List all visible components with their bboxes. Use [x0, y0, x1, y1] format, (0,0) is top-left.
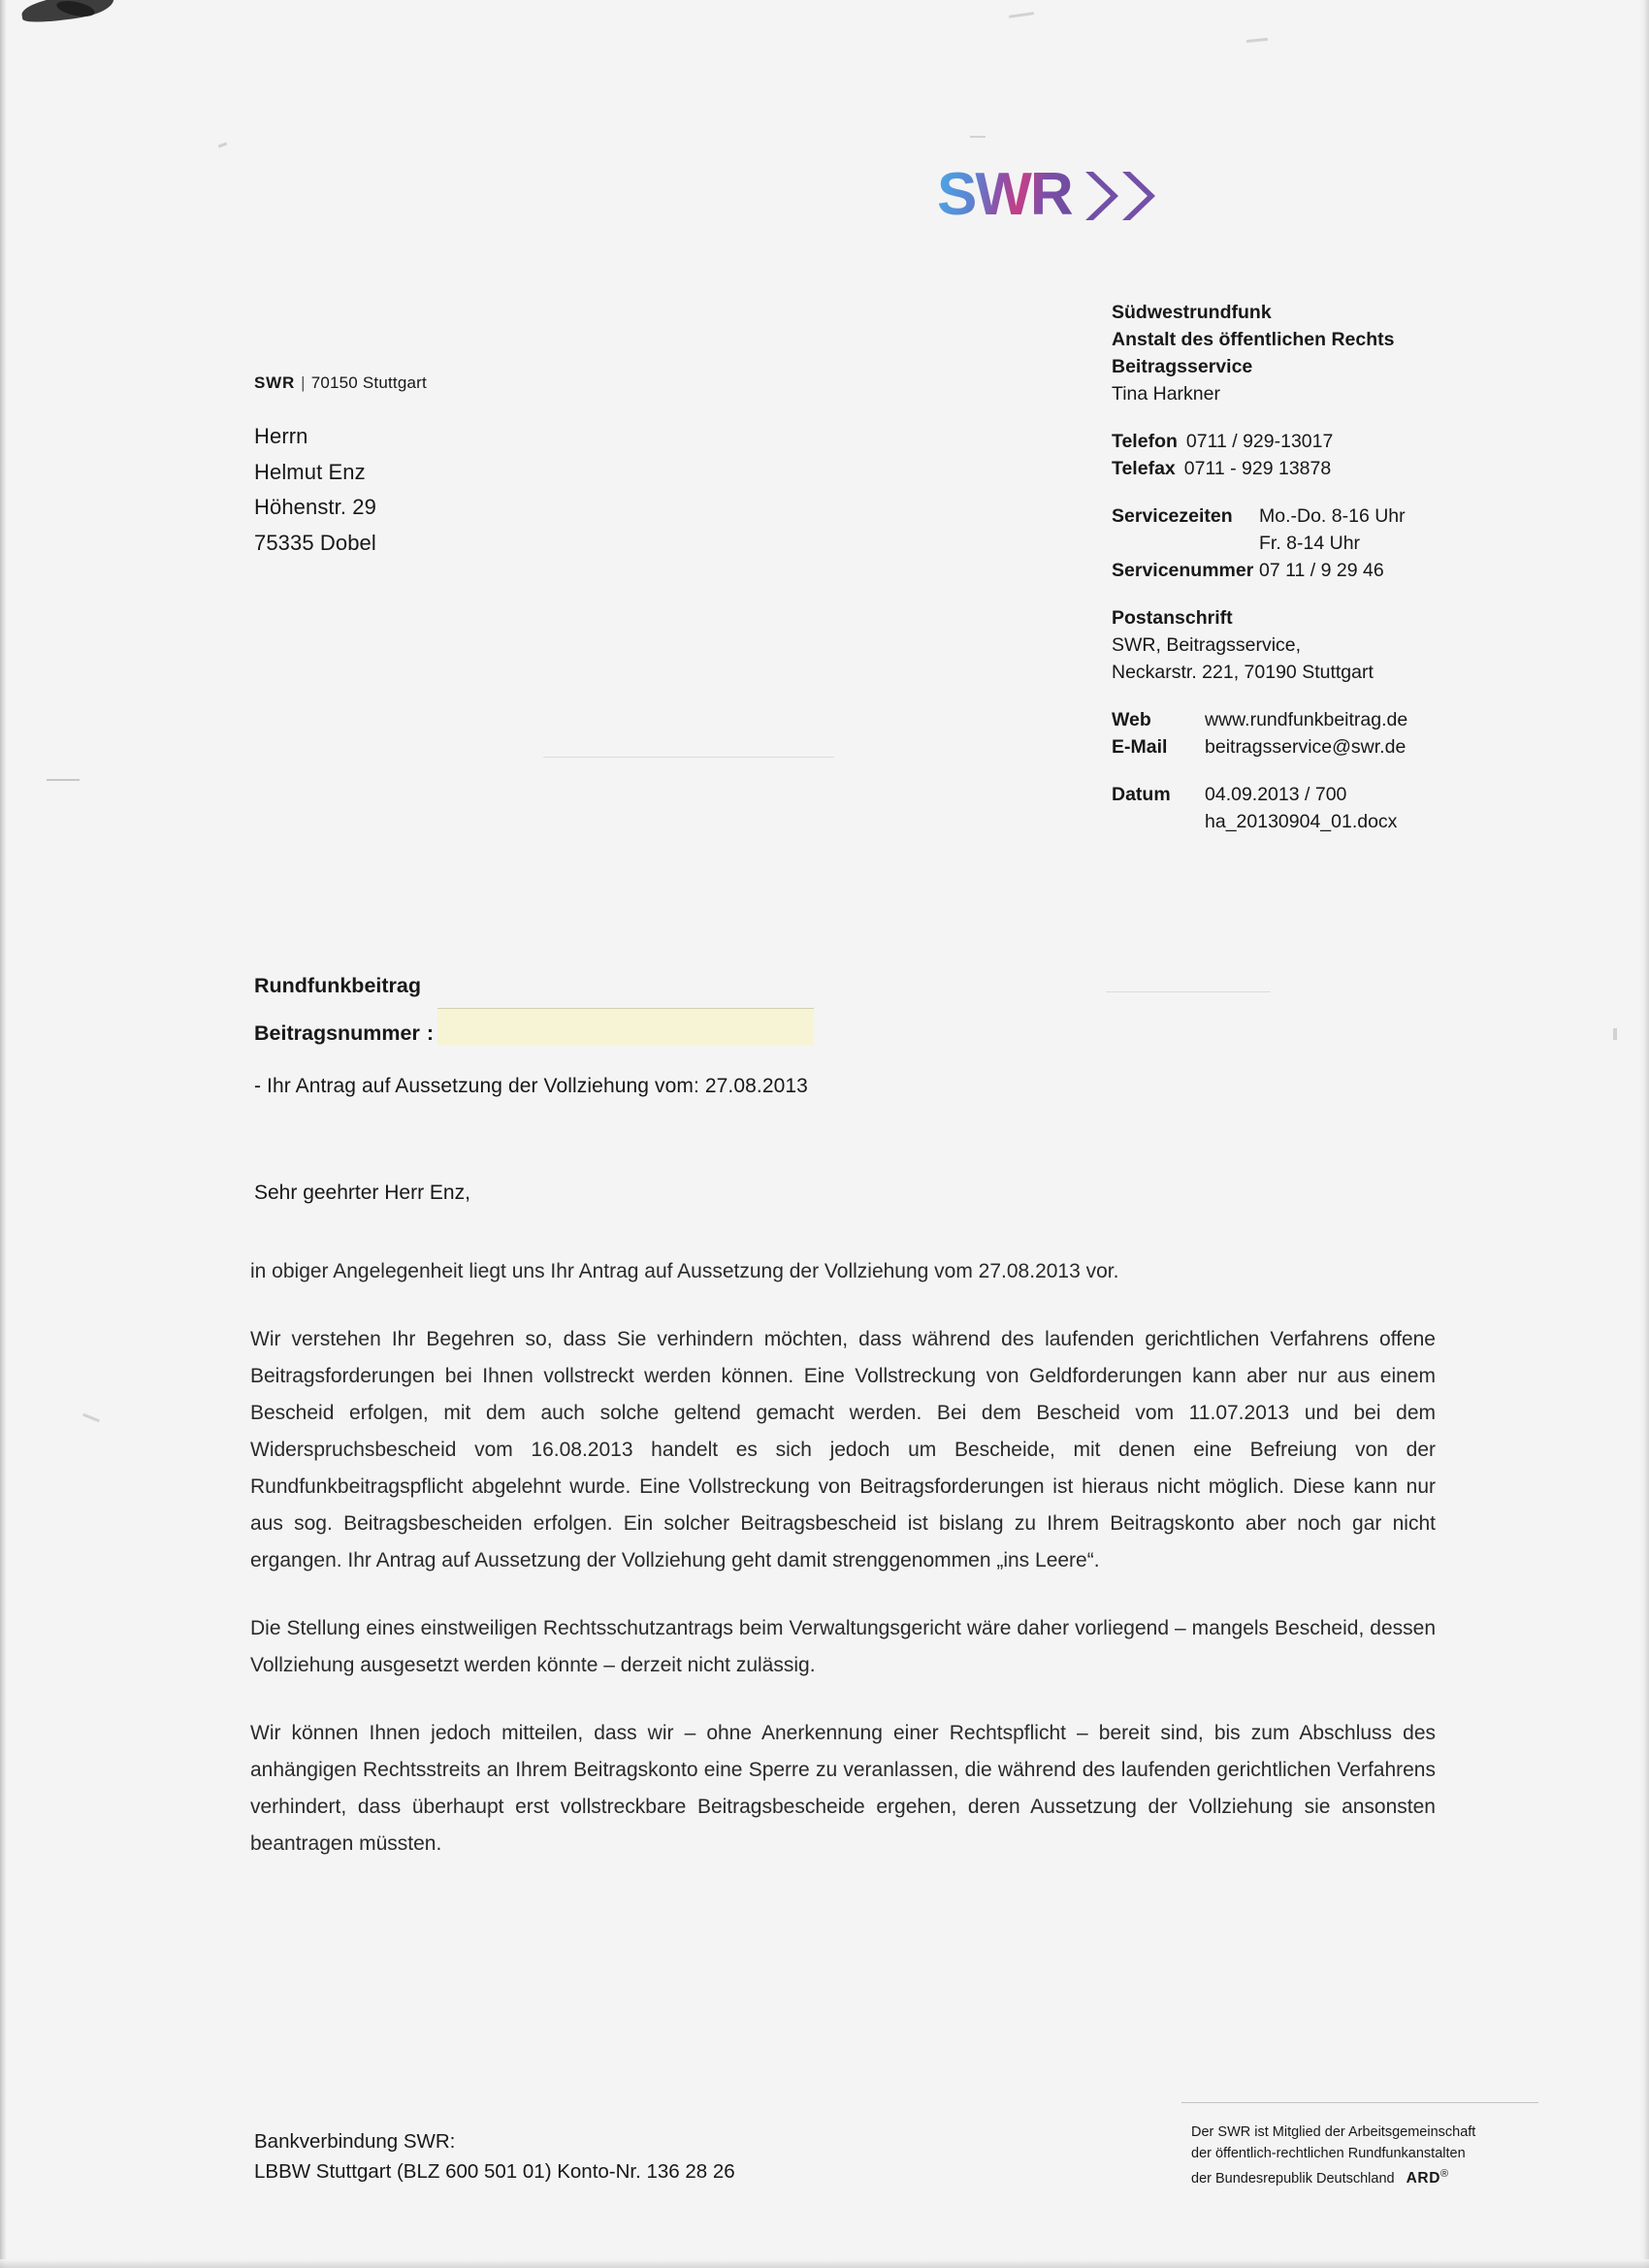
email-row — [1112, 733, 1529, 761]
sender-contact-person: Tina Harkner — [1112, 383, 1220, 405]
web-value[interactable]: www.rundfunkbeitrag.de — [1205, 709, 1408, 730]
service-hours-label: Servicezeiten — [1112, 505, 1233, 527]
phone-label: Telefon — [1112, 431, 1178, 452]
spacer — [1112, 761, 1529, 781]
spacer — [1112, 482, 1529, 502]
letter-paragraph: Wir verstehen Ihr Begehren so, dass Sie verhindern möchten, dass während des laufenden gerichtlichen Verfahrens offene Beitragsforderungen bei Ihnen vollstreckt werden können. Eine Vollstreckung von Geldforderungen kann aber nur aus einem Bescheid erfolgen, mit dem auch solche geltend gemacht werden. Bei dem Bescheid vom 11.07.2013 und bei dem Widerspruchsbescheid vom 16.08.2013 handelt es sich jedoch um Bescheide, mit denen eine Befreiung von der Rundfunkbeitragspflicht abgelehnt wurde. Eine Vollstreckung von Beitragsforderungen ist hieraus nicht möglich. Diese kann nur aus sog. Beitragsbescheiden erfolgen. Ein solcher Beitragsbescheid ist bislang zu Ihrem Beitragskonto aber noch gar nicht ergangen. Ihr Antrag auf Aussetzung der Vollziehung geht damit strenggenommen „ins Leere“. — [250, 1328, 1436, 1571]
service-number-value: 07 11 / 9 29 46 — [1259, 560, 1384, 581]
postal-address-line2: Neckarstr. 221, 70190 Stuttgart — [1112, 662, 1374, 683]
letter-body — [250, 1253, 1436, 1863]
scan-speck — [1009, 12, 1034, 18]
swr-wordmark: SWR — [937, 161, 1072, 228]
date-row — [1112, 781, 1529, 808]
subject-line-1: Rundfunkbeitrag — [254, 974, 421, 997]
subject-line-2 — [254, 1002, 814, 1050]
scan-edge-left — [0, 0, 7, 2268]
footer-divider — [1181, 2102, 1538, 2103]
return-address-sender: SWR — [254, 373, 296, 392]
scan-speck — [218, 143, 227, 148]
footer-bank-details — [254, 2126, 735, 2187]
subject-reference-line: - Ihr Antrag auf Aussetzung der Vollziehung vom: 27.08.2013 — [254, 1075, 808, 1097]
paper-fold-mark — [47, 779, 80, 781]
recipient-postcode-city: 75335 Dobel — [254, 530, 376, 555]
ard-registered-icon: ® — [1440, 2168, 1449, 2180]
email-label: E-Mail — [1112, 736, 1168, 758]
service-hours-line2: Fr. 8-14 Uhr — [1259, 533, 1361, 554]
letter-paragraph: in obiger Angelegenheit liegt uns Ihr Antrag auf Aussetzung der Vollziehung vom 27.08.2013 vor. — [250, 1260, 1119, 1282]
sender-legal-form: Anstalt des öffentlichen Rechts — [1112, 329, 1395, 350]
web-row — [1112, 706, 1529, 733]
return-address-line — [254, 373, 427, 393]
footer-ard-notice — [1191, 2122, 1475, 2189]
bank-label: Bankverbindung SWR: — [254, 2130, 456, 2153]
phone-value: 0711 / 929-13017 — [1185, 431, 1334, 452]
scan-edge-right — [1639, 0, 1649, 2268]
beitragsnummer-colon: : — [426, 1021, 435, 1045]
recipient-salutation: Herrn — [254, 424, 308, 448]
letter-paragraph: Die Stellung eines einstweiligen Rechtsschutzantrags beim Verwaltungsgericht wäre daher vorliegend – mangels Bescheid, dessen Vollziehung ausgesetzt werden könnte – derzeit nicht zulässig. — [250, 1617, 1436, 1676]
file-reference: ha_20130904_01.docx — [1205, 811, 1398, 832]
sender-organisation: Südwestrundfunk — [1112, 302, 1272, 323]
scan-hairline — [1106, 991, 1271, 992]
spacer — [1112, 407, 1529, 428]
date-value: 04.09.2013 / 700 — [1205, 784, 1347, 805]
double-chevron-right-icon — [1083, 170, 1159, 222]
return-address-separator: | — [301, 373, 306, 392]
scan-speck — [82, 1413, 100, 1423]
recipient-address-block — [254, 419, 376, 561]
fax-value: 0711 - 929 13878 — [1183, 458, 1332, 479]
web-label: Web — [1112, 709, 1151, 730]
service-number-row — [1112, 557, 1529, 584]
ard-line-1: Der SWR ist Mitglied der Arbeitsgemeinschaft — [1191, 2124, 1476, 2140]
scan-edge-bottom — [0, 2259, 1649, 2268]
bank-account: LBBW Stuttgart (BLZ 600 501 01) Konto-Nr. 136 28 26 — [254, 2160, 735, 2183]
ard-line-3-wrapper — [1191, 2164, 1475, 2189]
return-address-city: 70150 Stuttgart — [310, 373, 427, 392]
scan-speck — [970, 136, 986, 138]
date-label: Datum — [1112, 784, 1171, 805]
beitragsnummer-redaction — [437, 1008, 814, 1046]
subject-block — [254, 970, 814, 1050]
ard-line-3: der Bundesrepublik Deutschland — [1191, 2170, 1395, 2187]
phone-row — [1112, 428, 1529, 455]
scan-speck — [1246, 38, 1268, 43]
ard-line-2: der öffentlich-rechtlichen Rundfunkanstalten — [1191, 2145, 1466, 2161]
ard-mark: ARD — [1406, 2169, 1440, 2187]
scan-speck — [1613, 1028, 1617, 1040]
beitragsnummer-label: Beitragsnummer — [254, 1021, 420, 1045]
spacer — [1112, 686, 1529, 706]
spacer — [1112, 584, 1529, 604]
sender-department: Beitragsservice — [1112, 356, 1253, 377]
recipient-street: Höhenstr. 29 — [254, 495, 376, 519]
letter-salutation: Sehr geehrter Herr Enz, — [254, 1182, 470, 1204]
recipient-name: Helmut Enz — [254, 459, 366, 484]
scan-hairline — [543, 757, 834, 758]
service-number-label: Servicenummer — [1112, 560, 1254, 581]
letter-paragraph: Wir können Ihnen jedoch mitteilen, dass wir – ohne Anerkennung einer Rechtspflicht – bereit sind, bis zum Abschluss des anhängigen Rechtsstreits an Ihrem Beitragskonto eine Sperre zu veranlassen, die während des laufenden gerichtlichen Verfahrens verhindert, dass überhaupt erst vollstreckbare Beitragsbescheide ergehen, deren Aussetzung der Vollziehung sie ansonsten beantragen müssten. — [250, 1722, 1436, 1855]
postal-address-line1: SWR, Beitragsservice, — [1112, 634, 1302, 656]
swr-logo — [937, 161, 1159, 228]
postal-address-label: Postanschrift — [1112, 607, 1233, 629]
fax-label: Telefax — [1112, 458, 1176, 479]
sender-block — [1112, 299, 1529, 835]
service-hours-row — [1112, 502, 1529, 530]
email-value[interactable]: beitragsservice@swr.de — [1205, 736, 1406, 758]
fax-row — [1112, 455, 1529, 482]
service-hours-line1: Mo.-Do. 8-16 Uhr — [1259, 505, 1406, 527]
